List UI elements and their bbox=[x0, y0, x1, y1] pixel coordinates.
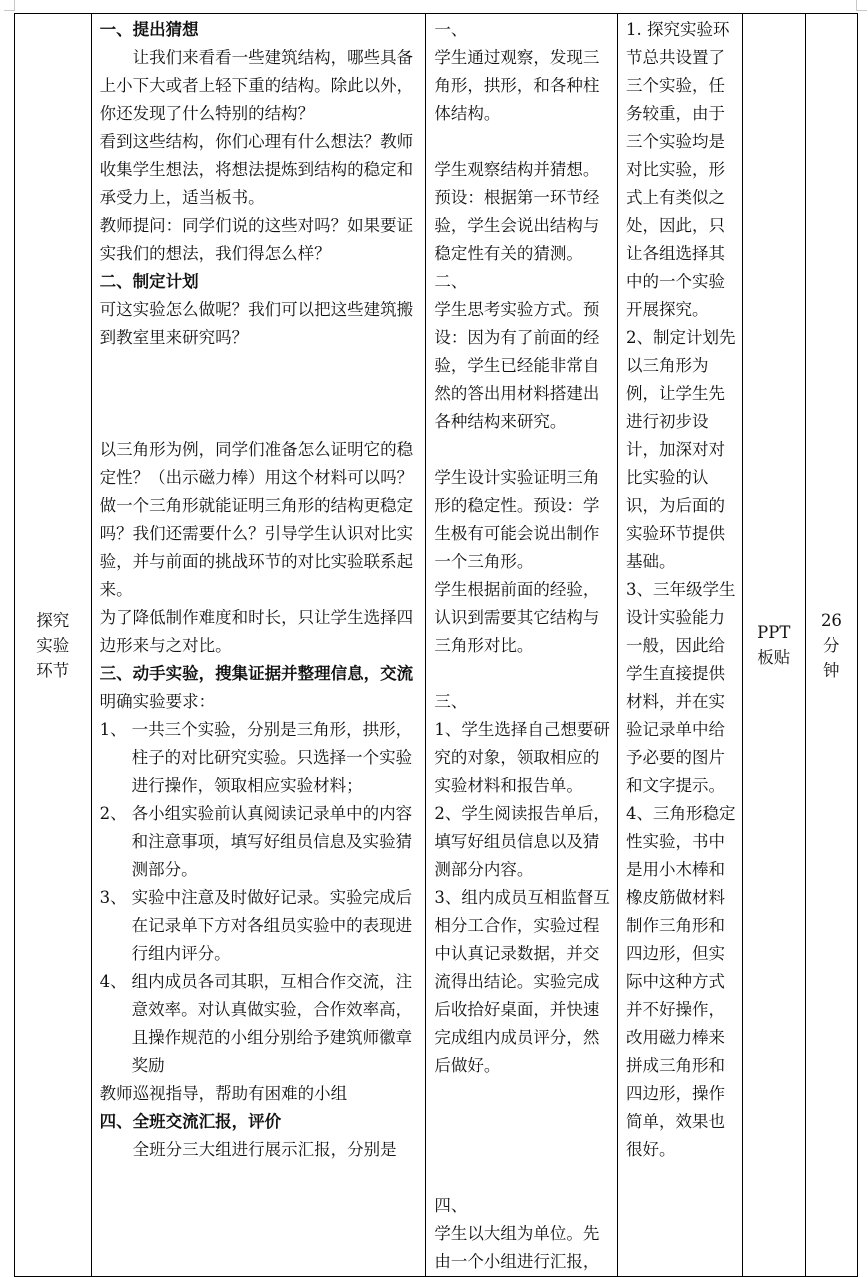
student-s3-p2: 2、学生阅读报告单后，填写好组员信息以及猜测部分内容。 bbox=[434, 804, 610, 879]
list-item: 2、 各小组实验前认真阅读记录单中的内容和注意事项，填写好组员信息及实验猜测部分。 bbox=[99, 804, 413, 879]
teacher-s1-p2: 看到这些结构，你们心理有什么想法？教师收集学生想法，将想法提炼到结构的稳定和承受力上，适当板书。 bbox=[99, 132, 414, 207]
list-item: 4、 组内成员各司其职，互相合作交流，注意效率。对认真做实验，合作效率高，且操作规范的小组分别给予建筑师徽章奖励 bbox=[99, 972, 413, 1075]
time-cell bbox=[805, 14, 857, 1277]
teacher-s1-p1: 让我们来看看一些建筑结构，哪些具备上小下大或者上轻下重的结构。除此以外，你还发现了什么特别的结构？ bbox=[99, 48, 414, 123]
teacher-activity-cell bbox=[91, 14, 426, 1277]
lesson-plan-table bbox=[14, 13, 858, 1277]
student-s1-p2: 学生观察结构并猜想。预设：根据第一环节经验，学生会说出结构与稳定性有关的猜测。 bbox=[434, 160, 600, 263]
teacher-s1-p3: 教师提问：同学们说的这些对吗？如果要证实我们的想法，我们得怎么样？ bbox=[99, 216, 414, 263]
student-s3-p3: 3、组内成员互相监督互相分工合作，实验过程中认真记录数据，并交流得出结论。实验完成后收拾好桌面，并快速完成组内成员评分，然后做好。 bbox=[434, 888, 610, 1075]
student-s2-p2: 学生设计实验证明三角形的稳定性。预设：学生极有可能会说出制作一个三角形。 bbox=[434, 468, 600, 571]
intent-p4: 4、三角形稳定性实验，书中是用小木棒和橡皮筋做材料制作三角形和四边形，但实际中这种方式并不好操作，改用磁力棒来拼成三角形和四边形，操作简单，效果也很好。 bbox=[625, 804, 736, 1159]
teacher-s1-heading: 一、提出猜想 bbox=[99, 20, 199, 39]
student-s3-p1: 1、学生选择自己想要研究的对象，领取相应的实验材料和报告单。 bbox=[434, 720, 610, 795]
stage-label: 探究实验环节 bbox=[36, 610, 70, 680]
time-label: 26分钟 bbox=[820, 610, 842, 680]
media-label: PPT板贴 bbox=[757, 623, 791, 667]
corner-mark-left bbox=[4, 0, 15, 11]
teacher-s2-p3: 做一个三角形就能证明三角形的结构更稳定吗？我们还需要什么？引导学生认识对比实验，并与前面的挑战环节的对比实验联系起来。 bbox=[99, 496, 414, 599]
student-s2-num: 二、 bbox=[434, 272, 468, 291]
student-activity-cell bbox=[426, 14, 618, 1277]
teacher-s4-p1: 全班分三大组进行展示汇报，分别是 bbox=[132, 1140, 397, 1159]
stage-cell bbox=[15, 14, 92, 1277]
student-s3-num: 三、 bbox=[434, 692, 468, 711]
intent-p3: 3、三年级学生设计实验能力一般，因此给学生直接提供材料，并在实验记录单中给予必要的图片和文字提示。 bbox=[625, 580, 736, 795]
student-s2-p1: 学生思考实验方式。预设：因为有了前面的经验，学生已经能非常自然的答出用材料搭建出各种结构来研究。 bbox=[434, 300, 600, 431]
teacher-s2-p2: 以三角形为例，同学们准备怎么证明它的稳定性？（出示磁力棒）用这个材料可以吗？ bbox=[99, 440, 414, 487]
media-cell bbox=[743, 14, 806, 1277]
intent-p1: 1. 探究实验环节总共设置了三个实验，任务较重，由于三个实验均是对比实验，形式上有类似之处，因此，只让各组选择其中的一个实验开展探究。 bbox=[625, 20, 730, 319]
list-item: 3、 实验中注意及时做好记录。实验完成后在记录单下方对各组员实验中的表现进行组内评分。 bbox=[99, 888, 413, 963]
teacher-s3-end: 教师巡视指导，帮助有困难的小组 bbox=[99, 1084, 348, 1103]
student-s4-num: 四、 bbox=[434, 1196, 468, 1215]
teacher-s3-intro: 明确实验要求： bbox=[99, 692, 216, 711]
student-s1-p1: 学生通过观察，发现三角形，拱形，和各种柱体结构。 bbox=[434, 48, 600, 123]
teacher-s4-heading: 四、全班交流汇报，评价 bbox=[99, 1112, 282, 1131]
student-s4-p1: 学生以大组为单位。先由一个小组进行汇报， bbox=[434, 1224, 600, 1271]
teacher-s2-p1: 可这实验怎么做呢？我们可以把这些建筑搬到教室里来研究吗？ bbox=[99, 300, 414, 347]
teacher-s2-p4: 为了降低制作难度和时长，只让学生选择四边形来与之对比。 bbox=[99, 608, 414, 655]
teacher-s2-heading: 二、制定计划 bbox=[99, 272, 199, 291]
table-row bbox=[15, 14, 858, 1277]
intent-p2: 2、制定计划先以三角形为例，让学生先进行初步设计，加深对对比实验的认识，为后面的实验环节提供基础。 bbox=[625, 328, 736, 571]
student-s2-p3: 学生根据前面的经验，认识到需要其它结构与三角形对比。 bbox=[434, 580, 600, 655]
teacher-s3-heading: 三、动手实验，搜集证据并整理信息，交流 bbox=[99, 664, 414, 683]
design-intent-cell bbox=[617, 14, 742, 1277]
student-s1-num: 一、 bbox=[434, 20, 468, 39]
list-item: 1、 一共三个实验，分别是三角形，拱形，柱子的对比研究实验。只选择一个实验进行操作，领取相应实验材料； bbox=[99, 720, 413, 795]
corner-mark-right bbox=[856, 0, 867, 11]
requirements-list bbox=[100, 716, 420, 1080]
